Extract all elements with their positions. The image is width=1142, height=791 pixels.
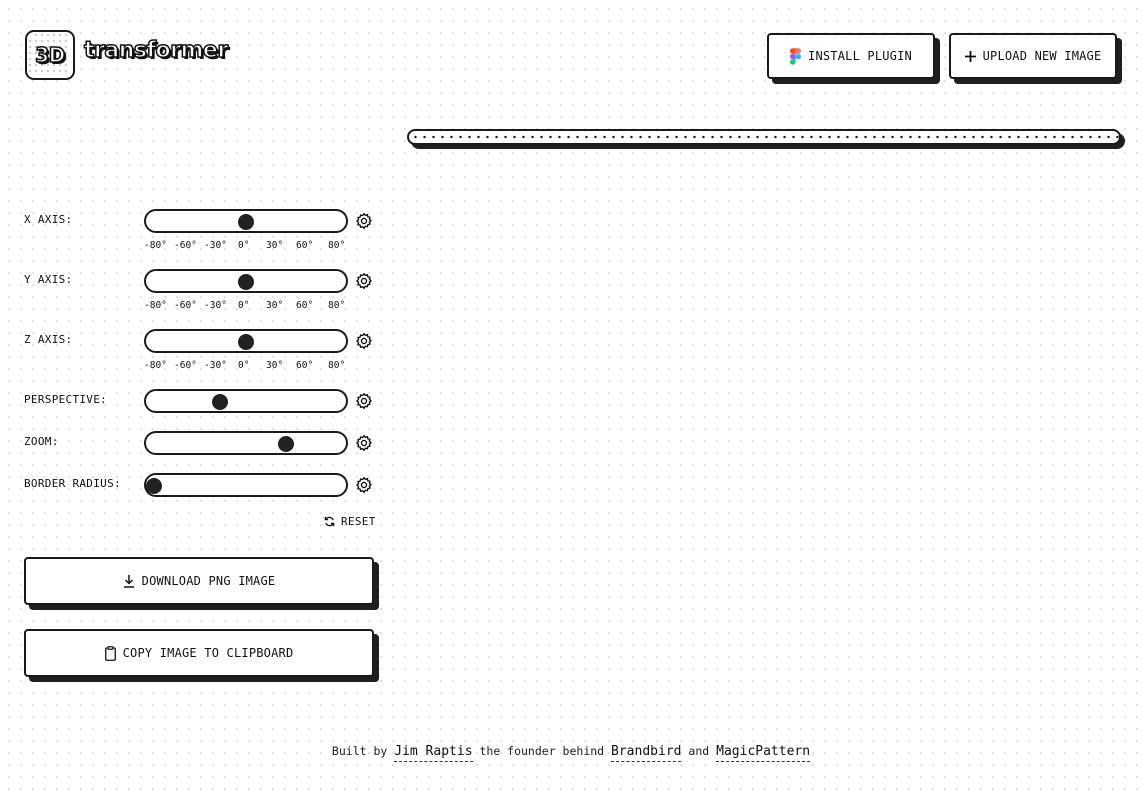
tick-label: 0° — [238, 240, 250, 251]
refresh-icon — [324, 516, 335, 527]
tick-label: -60° — [174, 240, 197, 251]
footer-and-text: and — [688, 744, 710, 758]
y-axis-settings-icon[interactable] — [355, 272, 373, 290]
perspective-slider-thumb[interactable] — [212, 394, 228, 410]
zoom-label: ZOOM: — [24, 435, 59, 448]
install-plugin-button[interactable] — [767, 33, 935, 79]
footer-middle-text: the founder behind — [479, 744, 605, 758]
perspective-settings-icon[interactable] — [355, 392, 373, 410]
tick-label: -60° — [174, 300, 197, 311]
x-axis-slider-thumb[interactable] — [238, 214, 254, 230]
clipboard-icon — [105, 646, 116, 661]
z-axis-settings-icon[interactable] — [355, 332, 373, 350]
zoom-slider-thumb[interactable] — [278, 436, 294, 452]
tick-label: -80° — [144, 360, 167, 371]
x-axis-label: X AXIS: — [24, 213, 73, 226]
perspective-label: PERSPECTIVE: — [24, 393, 108, 406]
tick-label: -80° — [144, 240, 167, 251]
upload-image-label: UPLOAD NEW IMAGE — [982, 49, 1102, 63]
tick-label: 60° — [296, 240, 314, 251]
z-axis-tick-labels — [144, 360, 348, 372]
tick-label: 0° — [238, 360, 250, 371]
tick-label: 30° — [266, 360, 284, 371]
y-axis-slider-thumb[interactable] — [238, 274, 254, 290]
author-link[interactable]: Jim Raptis — [394, 744, 472, 762]
loading-progress-bar — [407, 129, 1121, 145]
tick-label: -30° — [204, 240, 227, 251]
tick-label: 80° — [328, 360, 346, 371]
footer-credits — [0, 744, 1142, 759]
x-axis-tick-labels — [144, 240, 348, 252]
tick-label: 80° — [328, 240, 346, 251]
tick-label: -60° — [174, 360, 197, 371]
upload-image-button[interactable] — [949, 33, 1117, 79]
copy-to-clipboard-button[interactable] — [24, 629, 374, 677]
logo-badge-text: 3D — [35, 43, 65, 67]
install-plugin-label: INSTALL PLUGIN — [808, 49, 912, 63]
x-axis-settings-icon[interactable] — [355, 212, 373, 230]
tick-label: -30° — [204, 300, 227, 311]
brandbird-link[interactable]: Brandbird — [611, 744, 681, 762]
plus-icon — [965, 51, 976, 62]
zoom-settings-icon[interactable] — [355, 434, 373, 452]
border-radius-label: BORDER RADIUS: — [24, 477, 121, 490]
tick-label: -80° — [144, 300, 167, 311]
tick-label: 0° — [238, 300, 250, 311]
figma-icon — [790, 48, 801, 65]
tick-label: 30° — [266, 300, 284, 311]
footer-built-by: Built by — [331, 744, 388, 758]
reset-button[interactable] — [324, 515, 376, 528]
border-radius-settings-icon[interactable] — [355, 476, 373, 494]
tick-label: 60° — [296, 300, 314, 311]
y-axis-slider[interactable] — [144, 269, 348, 293]
tick-label: -30° — [204, 360, 227, 371]
zoom-slider[interactable] — [144, 431, 348, 455]
download-png-button[interactable] — [24, 557, 374, 605]
x-axis-slider[interactable] — [144, 209, 348, 233]
border-radius-slider[interactable] — [144, 473, 348, 497]
tick-label: 30° — [266, 240, 284, 251]
z-axis-label: Z AXIS: — [24, 333, 73, 346]
perspective-slider[interactable] — [144, 389, 348, 413]
y-axis-label: Y AXIS: — [24, 273, 73, 286]
logo-badge — [25, 30, 75, 80]
z-axis-slider[interactable] — [144, 329, 348, 353]
download-icon — [123, 575, 135, 588]
logo-wordmark: transformer — [84, 38, 228, 63]
copy-to-clipboard-label: COPY IMAGE TO CLIPBOARD — [122, 646, 294, 660]
y-axis-tick-labels — [144, 300, 348, 312]
z-axis-slider-thumb[interactable] — [238, 334, 254, 350]
reset-label: RESET — [341, 515, 376, 528]
download-png-label: DOWNLOAD PNG IMAGE — [141, 574, 276, 588]
magicpattern-link[interactable]: MagicPattern — [716, 744, 810, 762]
tick-label: 80° — [328, 300, 346, 311]
tick-label: 60° — [296, 360, 314, 371]
border-radius-slider-thumb[interactable] — [146, 478, 162, 494]
